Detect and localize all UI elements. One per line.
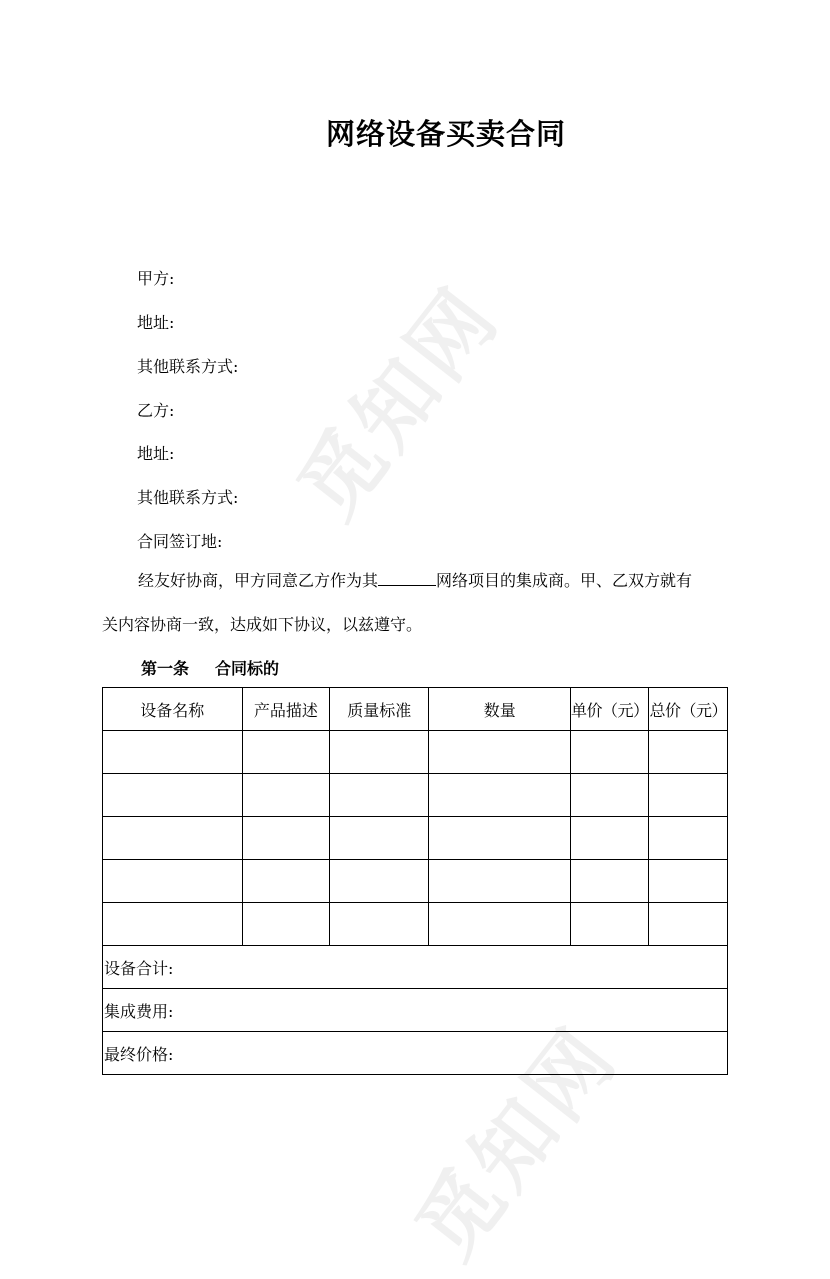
table-cell[interactable] [330, 860, 429, 903]
header-quantity: 数量 [429, 688, 571, 731]
table-cell[interactable] [570, 817, 649, 860]
table-cell[interactable] [570, 731, 649, 774]
equipment-total-label: 设备合计: [103, 946, 728, 989]
table-cell[interactable] [429, 860, 571, 903]
intro-text-part2: 网络项目的集成商。甲、乙双方就有 [436, 571, 693, 590]
integration-fee-label: 集成费用: [103, 989, 728, 1032]
party-a-address-label: 地址: [137, 313, 175, 332]
table-cell[interactable] [330, 817, 429, 860]
table-cell[interactable] [242, 817, 330, 860]
table-cell[interactable] [649, 774, 728, 817]
table-row [103, 731, 728, 774]
party-b-label: 乙方: [137, 401, 175, 420]
header-product-description: 产品描述 [242, 688, 330, 731]
table-cell[interactable] [429, 817, 571, 860]
section-number: 第一条 [141, 659, 190, 678]
header-total-price: 总价（元） [649, 688, 728, 731]
table-cell[interactable] [649, 903, 728, 946]
integration-fee-row [103, 989, 728, 1032]
table-cell[interactable] [330, 731, 429, 774]
table-row [103, 860, 728, 903]
table-row [103, 903, 728, 946]
table-cell[interactable] [570, 774, 649, 817]
table-cell[interactable] [242, 860, 330, 903]
table-row [103, 774, 728, 817]
signing-place-label: 合同签订地: [137, 532, 223, 551]
watermark: 觅知网 [280, 269, 519, 537]
section-title: 合同标的 [215, 659, 280, 678]
table-cell[interactable] [649, 860, 728, 903]
project-name-blank [378, 571, 436, 586]
intro-paragraph [102, 559, 728, 647]
party-b-contact-label: 其他联系方式: [137, 488, 239, 507]
table-cell[interactable] [103, 774, 243, 817]
party-b-address-label: 地址: [137, 444, 175, 463]
intro-text-line2: 关内容协商一致，达成如下协议，以兹遵守。 [102, 615, 423, 634]
table-cell[interactable] [570, 903, 649, 946]
header-unit-price: 单价（元） [570, 688, 649, 731]
final-price-row [103, 1032, 728, 1075]
table-cell[interactable] [429, 774, 571, 817]
watermark: 觅知网 [398, 1009, 637, 1277]
equipment-table [102, 687, 728, 1075]
table-cell[interactable] [103, 903, 243, 946]
table-cell[interactable] [649, 817, 728, 860]
party-a-label: 甲方: [137, 269, 175, 288]
table-cell[interactable] [242, 903, 330, 946]
section-1-heading [141, 656, 279, 679]
table-cell[interactable] [429, 731, 571, 774]
party-a-contact-label: 其他联系方式: [137, 357, 239, 376]
table-cell[interactable] [330, 774, 429, 817]
table-cell[interactable] [649, 731, 728, 774]
document-title: 网络设备买卖合同 [325, 117, 566, 151]
final-price-label: 最终价格: [103, 1032, 728, 1075]
table-cell[interactable] [242, 774, 330, 817]
equipment-total-row [103, 946, 728, 989]
table-cell[interactable] [429, 903, 571, 946]
intro-text-part1: 经友好协商，甲方同意乙方作为其 [138, 571, 379, 590]
header-quality-standard: 质量标准 [330, 688, 429, 731]
table-cell[interactable] [103, 817, 243, 860]
table-cell[interactable] [103, 731, 243, 774]
header-device-name: 设备名称 [103, 688, 243, 731]
table-cell[interactable] [570, 860, 649, 903]
table-cell[interactable] [330, 903, 429, 946]
table-cell[interactable] [242, 731, 330, 774]
table-cell[interactable] [103, 860, 243, 903]
table-row [103, 817, 728, 860]
table-header-row [103, 688, 728, 731]
